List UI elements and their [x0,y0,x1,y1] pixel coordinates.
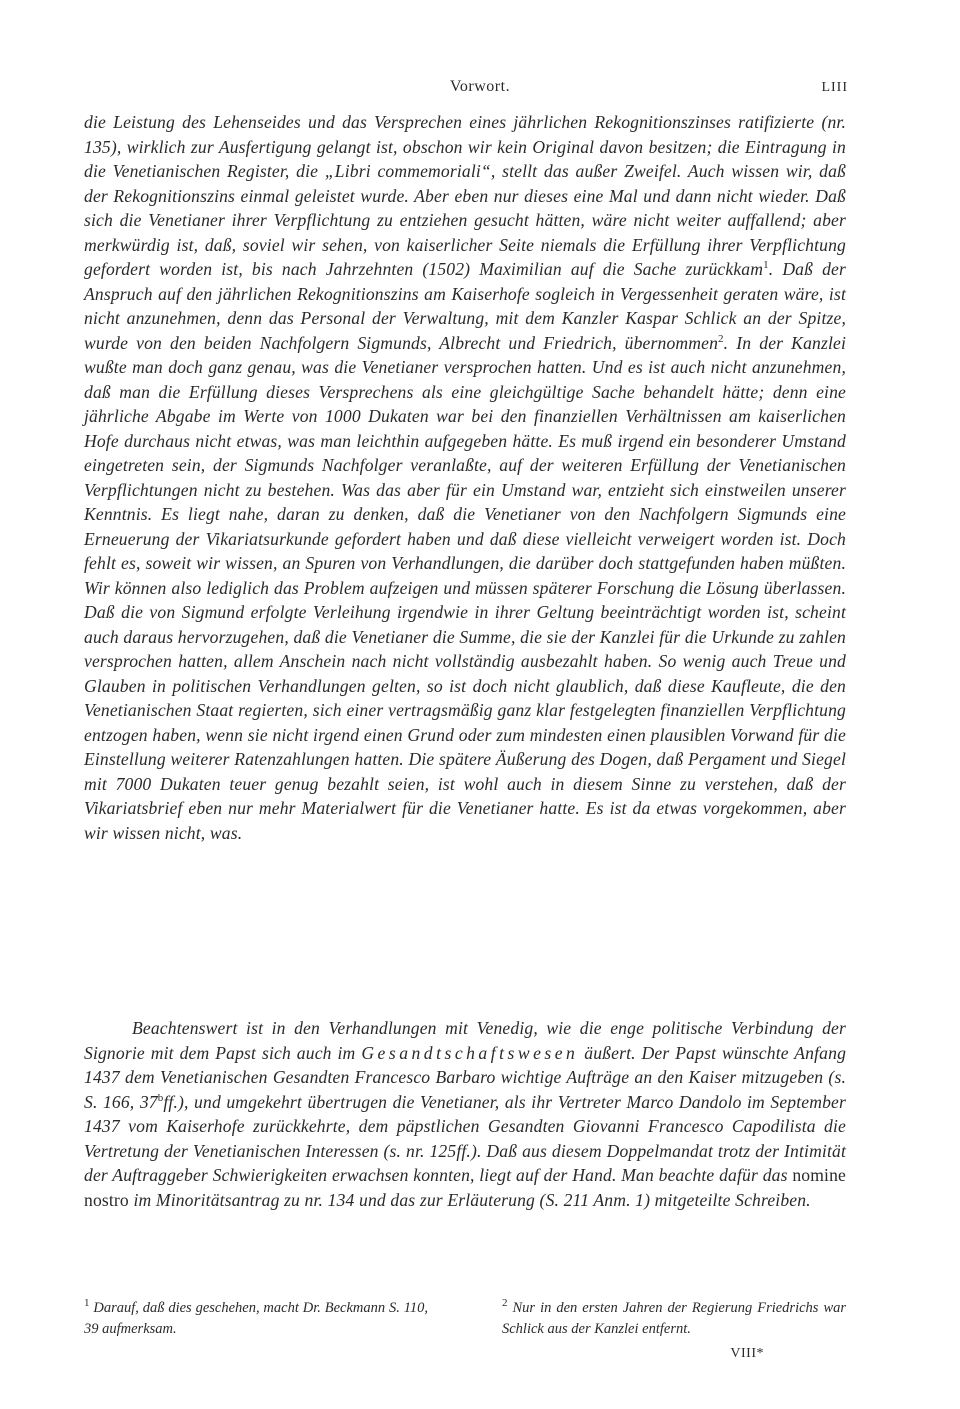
paragraph-1-text-c: . In der Kanzlei wußte man doch ganz genau, was die Venetianer versprochen hatten. Und es ist auch nicht anzunehmen, daß man die Erfüllung dieses Versprechens als eine gleichgültige Sache behandelt hätte; denn eine jährliche Abgabe im Werte von 1000 Dukaten war bei den finanziellen Verhältnissen am kaiserlichen Hofe durchaus nicht etwas, was man leichthin aufgegeben hätte. Es muß irgend ein besonderer Umstand eingetreten sein, der Sigmunds Nachfolger veranlaßte, auf der weiteren Erfüllung der Venetianischen Verpflichtungen nicht zu bestehen. Was das aber für ein Umstand war, entzieht sich einstweilen unserer Kenntnis. Es liegt nahe, daran zu denken, daß die Venetianer von den Nachfolgern Sigmunds eine Erneuerung der Vikariatsurkunde gefordert haben und daß diese vielleicht verweigert worden ist. Doch fehlt es, soweit wir wissen, an Spuren von Verhandlungen, die darüber doch stattgefunden haben müßten. Wir können also lediglich das Problem aufzeigen und müssen späterer Forschung die Lösung überlassen. Daß die von Sigmund erfolgte Verleihung irgendwie in ihrer Geltung beeinträchtigt worden ist, scheint auch daraus hervorzugehen, daß die Venetianer die Summe, die sie der Kanzlei für die Urkunde zu zahlen versprochen hatten, allem Anschein nach nicht vollständig ausbezahlt haben. So wenig auch Treue und Glauben in politischen Verhandlungen gelten, so ist doch nicht glaublich, daß diese Kaufleute, die den Venetianischen Staat regierten, sich einer vertragsmäßig ganz klar festgelegten finanziellen Verpflichtung entzogen haben, wenn sie nicht irgend einen Grund oder zum mindesten einen plausiblen Vorwand für die Einstellung weiterer Ratenzahlungen hatten. Die spätere Äußerung des Dogen, daß Pergament und Siegel mit 7000 Dukaten teuer genug bezahlt seien, ist wohl auch in diesem Sinne zu verstehen, daß der Vikariatsbrief eben nur mehr Materialwert für die Venetianer hatte. Es ist da etwas vorgekommen, aber wir wissen nicht, was. [84,332,846,843]
superscript-b: b [157,1091,164,1104]
running-head [0,78,960,102]
paragraph-2-text-a: Beachtenswert ist in den Verhandlungen mit Venedig, wie die enge politische Verbindung der Signorie mit dem Papst sich auch im [84,1018,846,1063]
footnote-ref-2: 2 [718,332,724,345]
paragraph-1-text-a: die Leistung des Lehenseides und das Versprechen eines jährlichen Rekognitionszinses ratifizierte (nr. 135), wirklich zur Ausfertigung gelangt ist, obschon wir kein Original davon besitzen; die Eintragung in die Venetianischen Register, die „Libri commemoriali“, stellt das außer Zweifel. Auch wissen wir, daß der Rekognitionszins einmal geleistet wurde. Aber eben nur dieses eine Mal und dann nicht wieder. Daß sich die Venetianer ihrer Verpflichtung zu entziehen gesucht hätten, wäre nicht weiter auffallend; aber merkwürdig ist, daß, soviel wir sehen, von kaiserlicher Seite niemals die Erfüllung ihrer Verpflichtung gefordert worden ist, bis nach Jahrzehnten (1502) Maximilian auf die Sache zurückkam [84,112,846,279]
footnote-1 [84,1298,428,1340]
page-number: LIII [821,80,848,95]
body-paragraph-1 [84,110,846,845]
footnote-2 [502,1298,846,1340]
footnote-ref-1: 1 [763,259,769,272]
body-paragraph-2 [84,1016,846,1212]
footnote-1-mark: 1 [84,1297,90,1310]
paragraph-2-text-c: ff.), und umgekehrt übertrugen die Venetianer, als ihr Vertreter Marco Dandolo im September 1437 vom Kaiserhofe zurückkehrte, dem päpstlichen Gesandten Giovanni Francesco Capodilista die Vertretung der Venetianischen Interessen (s. nr. 125ff.). Daß aus diesem Doppelmandat trotz der Intimität der Auftraggeber Schwierigkeiten erwachsen konnten, liegt auf der Hand. Man beachte dafür das [84,1091,846,1185]
signature-mark: VIII* [730,1346,764,1361]
paragraph-2-text-b: äußert. Der Papst wünschte Anfang 1437 dem Venetianischen Gesandten Francesco Barbaro wichtige Aufträge an den Kaiser mitzugeben (s. S. 166, 37 [84,1042,847,1112]
footnote-2-text: Nur in den ersten Jahren der Regierung Friedrichs war Schlick aus der Kanzlei entfernt. [502,1300,847,1337]
paragraph-1-text-b: . Daß der Anspruch auf den jährlichen Rekognitionszins am Kaiserhofe sogleich in Vergessenheit geraten wäre, ist nicht anzunehmen, denn das Personal der Verwaltung, mit dem Kanzler Kaspar Schlick an der Spitze, wurde von den beiden Nachfolgern Sigmunds, Albrecht und Friedrich, übernommen [84,259,846,353]
spaced-emphasis: Gesandtschaftswesen [361,1042,579,1063]
running-title: Vorwort. [449,78,511,95]
footnote-2-mark: 2 [502,1297,508,1310]
paragraph-2-text-d: im Minoritätsantrag zu nr. 134 und das zur Erläuterung (S. 211 Anm. 1) mitgeteilte Schreiben. [133,1189,811,1210]
footnotes [84,1298,846,1378]
footnote-1-text: Darauf, daß dies geschehen, macht Dr. Beckmann S. 110, 39 aufmerksam. [84,1300,428,1337]
latin-phrase: nomine nostro [84,1165,846,1210]
